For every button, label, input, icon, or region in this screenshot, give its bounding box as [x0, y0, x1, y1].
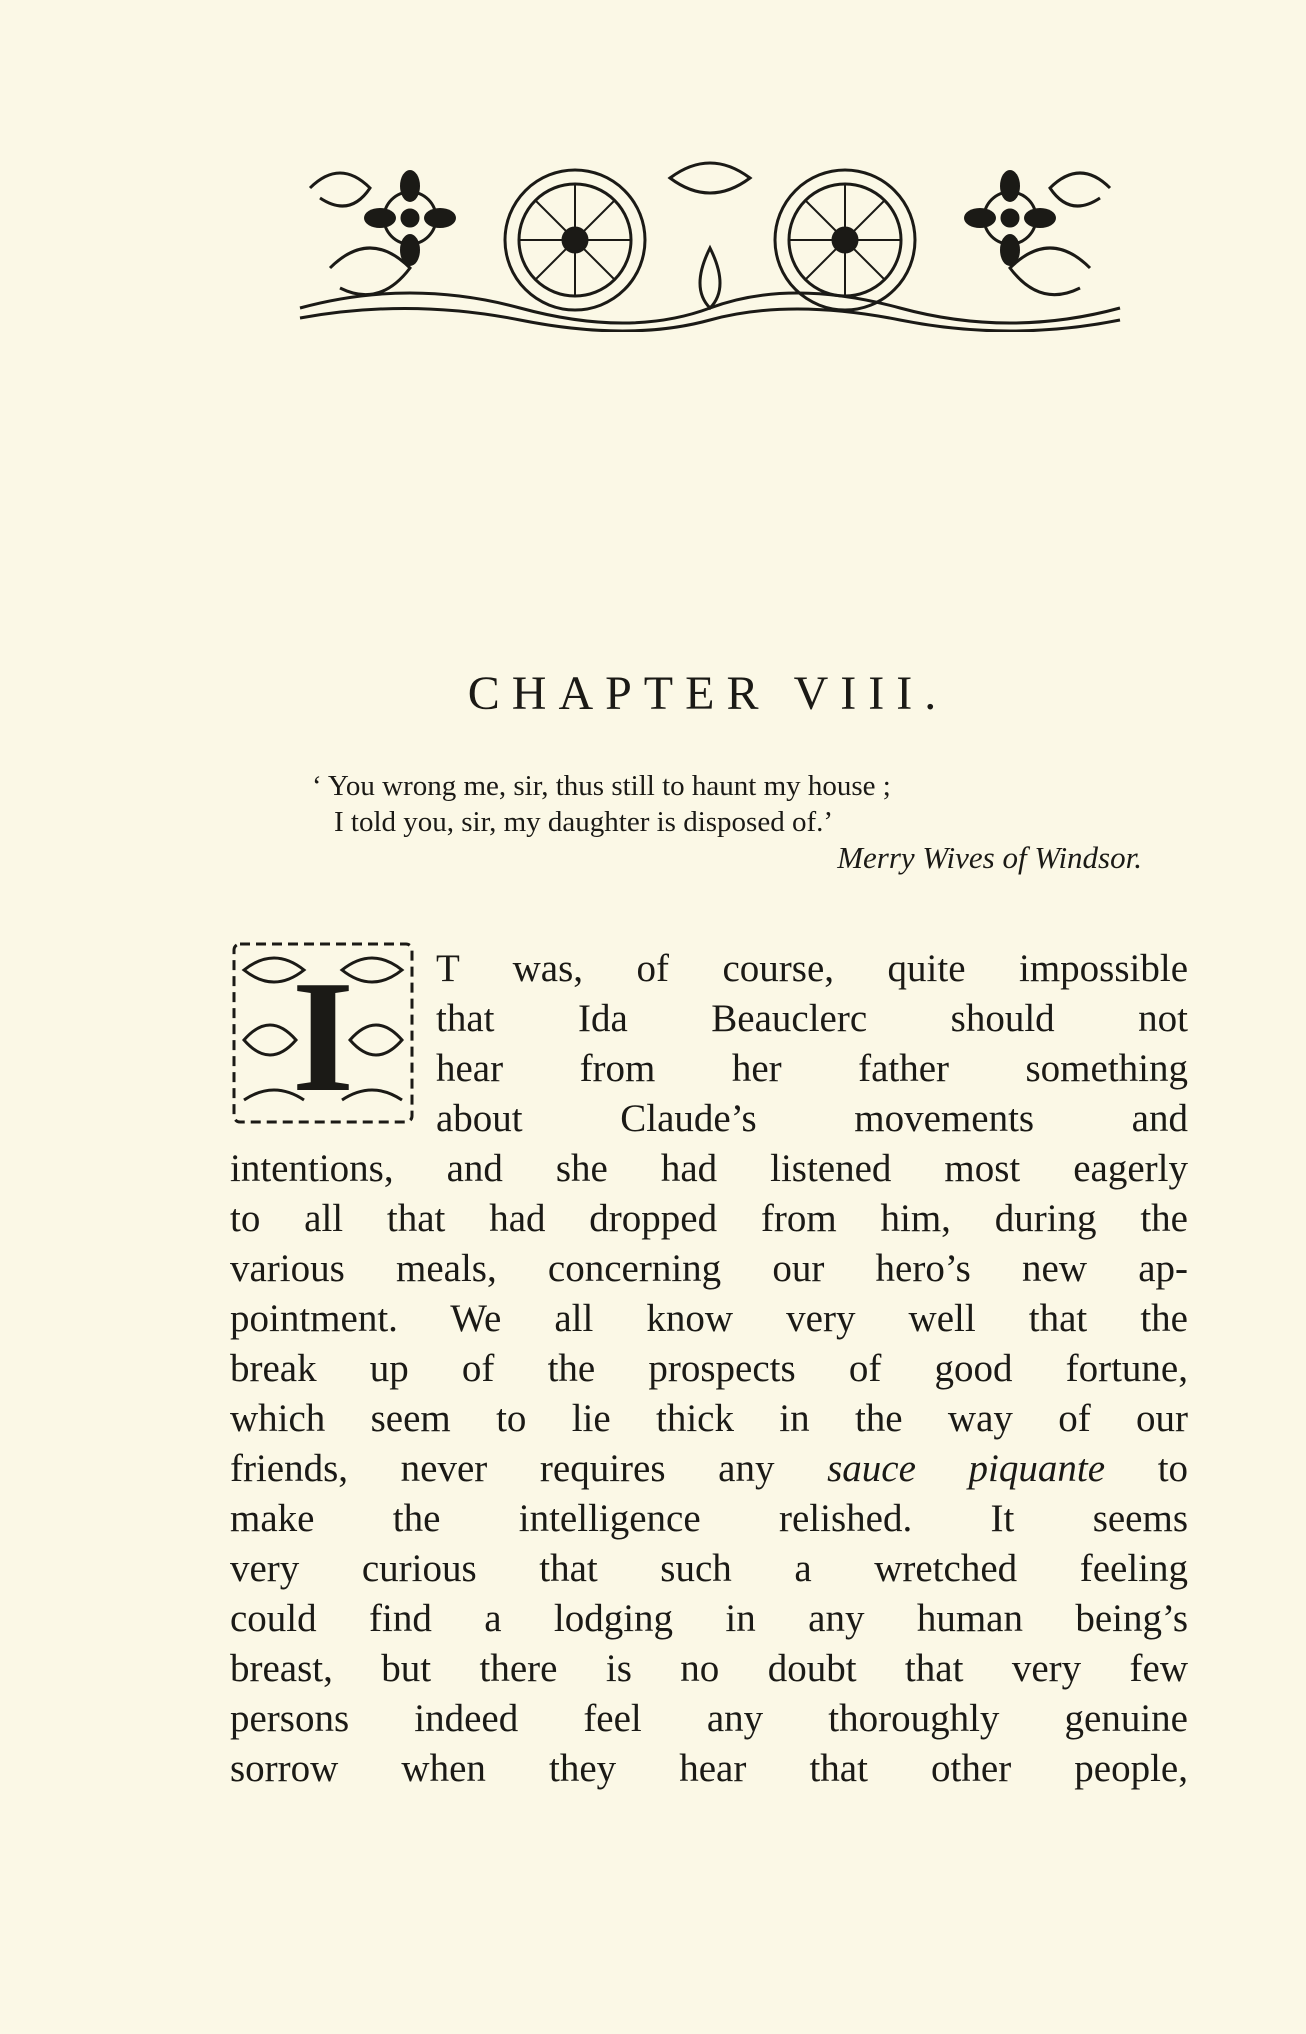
epigraph-attribution: Merry Wives of Windsor.: [837, 840, 1142, 875]
body-text: [230, 944, 1188, 1794]
text-line: pointment. We all know very well that the: [230, 1297, 1188, 1340]
italic-phrase: sauce piquante: [827, 1447, 1106, 1490]
text-line: persons indeed feel any thoroughly genuine: [230, 1697, 1188, 1740]
text-line: to all that had dropped from him, during the: [230, 1197, 1188, 1240]
text-segment: friends, never requires any: [230, 1447, 775, 1490]
text-line: that Ida Beauclerc should not: [436, 997, 1188, 1040]
text-line-with-italic: [230, 1444, 1188, 1494]
text-line: intentions, and she had listened most eagerly: [230, 1147, 1188, 1190]
text-line: could find a lodging in any human being’s: [230, 1597, 1188, 1640]
chapter-title: CHAPTER VIII.: [467, 667, 949, 720]
epigraph-line-1: ‘ You wrong me, sir, thus still to haunt my house ;: [312, 770, 891, 802]
text-line: make the intelligence relished. It seems: [230, 1497, 1188, 1540]
text-line: hear from her father something: [436, 1047, 1188, 1090]
epigraph-line-2: I told you, sir, my daughter is disposed of.’: [334, 806, 834, 838]
text-line: very curious that such a wretched feeling: [230, 1547, 1188, 1590]
text-segment: to: [1157, 1447, 1189, 1490]
text-line: which seem to lie thick in the way of our: [230, 1397, 1188, 1440]
epigraph: [312, 768, 1152, 876]
text-line: about Claude’s movements and: [436, 1097, 1188, 1140]
floral-ornament-icon: [290, 148, 1130, 332]
text-line: various meals, concerning our hero’s new ap-: [230, 1247, 1188, 1290]
text-line: breast, but there is no doubt that very few: [230, 1647, 1188, 1690]
text-line: sorrow when they hear that other people,: [230, 1747, 1188, 1790]
ornamental-headpiece: [290, 148, 1130, 332]
text-line: break up of the prospects of good fortune,: [230, 1347, 1188, 1390]
dropcap-letter: I: [291, 947, 355, 1125]
text-line: T was, of course, quite impossible: [436, 947, 1188, 990]
